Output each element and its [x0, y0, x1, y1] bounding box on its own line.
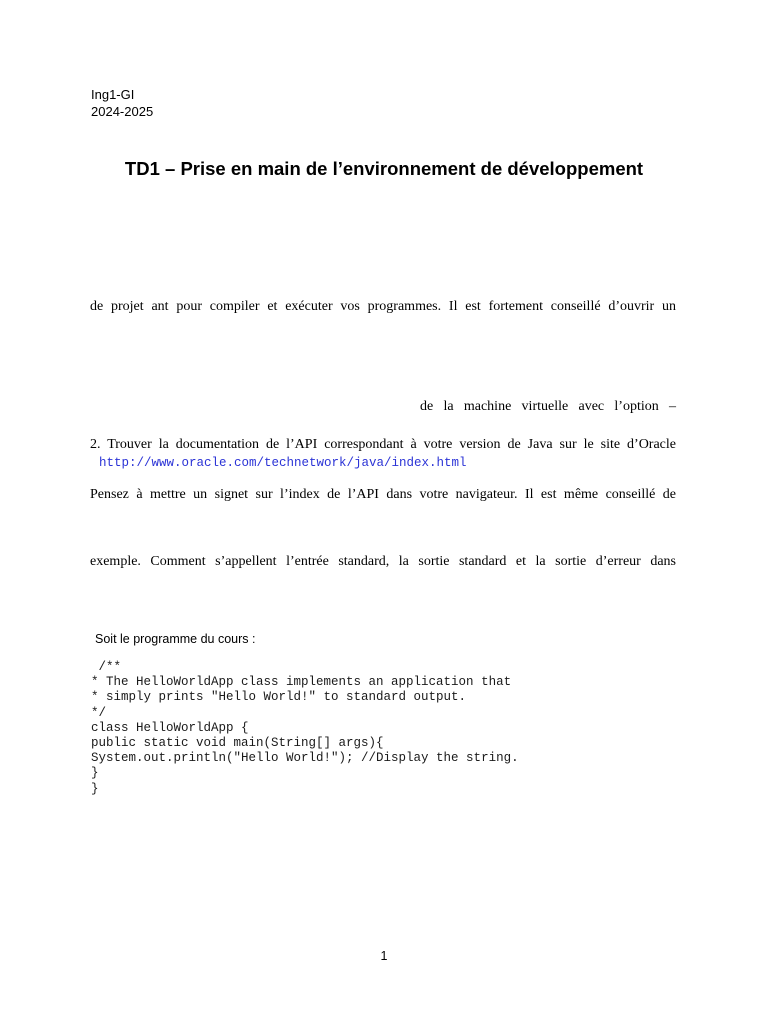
- academic-year: 2024-2025: [91, 104, 154, 119]
- page-number: 1: [380, 949, 388, 963]
- paragraph-line-exemple: exemple. Comment s’appellent l’entrée standard, la sortie standard et la sortie d’erreur dans: [90, 554, 676, 569]
- class-label: Ing1-GI: [91, 87, 135, 102]
- code-line: }: [91, 766, 99, 781]
- paragraph-line-trouver: 2. Trouver la documentation de l’API correspondant à votre version de Java sur le site d’Oracle: [90, 437, 676, 452]
- paragraph-line-machine: de la machine virtuelle avec l’option –: [420, 399, 676, 414]
- code-block: [91, 660, 519, 797]
- program-intro: Soit le programme du cours :: [95, 632, 256, 646]
- code-line: public static void main(String[] args){: [91, 736, 384, 751]
- code-line: */: [91, 705, 107, 720]
- oracle-documentation-link[interactable]: http://www.oracle.com/technetwork/java/index.html: [99, 456, 467, 470]
- code-line: * simply prints "Hello World!" to standard output.: [91, 690, 467, 705]
- code-line: }: [91, 781, 99, 796]
- code-line: /**: [91, 660, 122, 674]
- paragraph-line-projet: de projet ant pour compiler et exécuter vos programmes. Il est fortement conseillé d’ouvrir un: [90, 299, 676, 314]
- code-line: System.out.println("Hello World!"); //Display the string.: [91, 751, 519, 766]
- document-title: TD1 – Prise en main de l’environnement de développement: [124, 158, 644, 179]
- code-line: class HelloWorldApp {: [91, 720, 249, 735]
- code-line: * The HelloWorldApp class implements an application that: [91, 675, 512, 690]
- paragraph-line-pensez: Pensez à mettre un signet sur l’index de l’API dans votre navigateur. Il est même conseillé de: [90, 487, 676, 502]
